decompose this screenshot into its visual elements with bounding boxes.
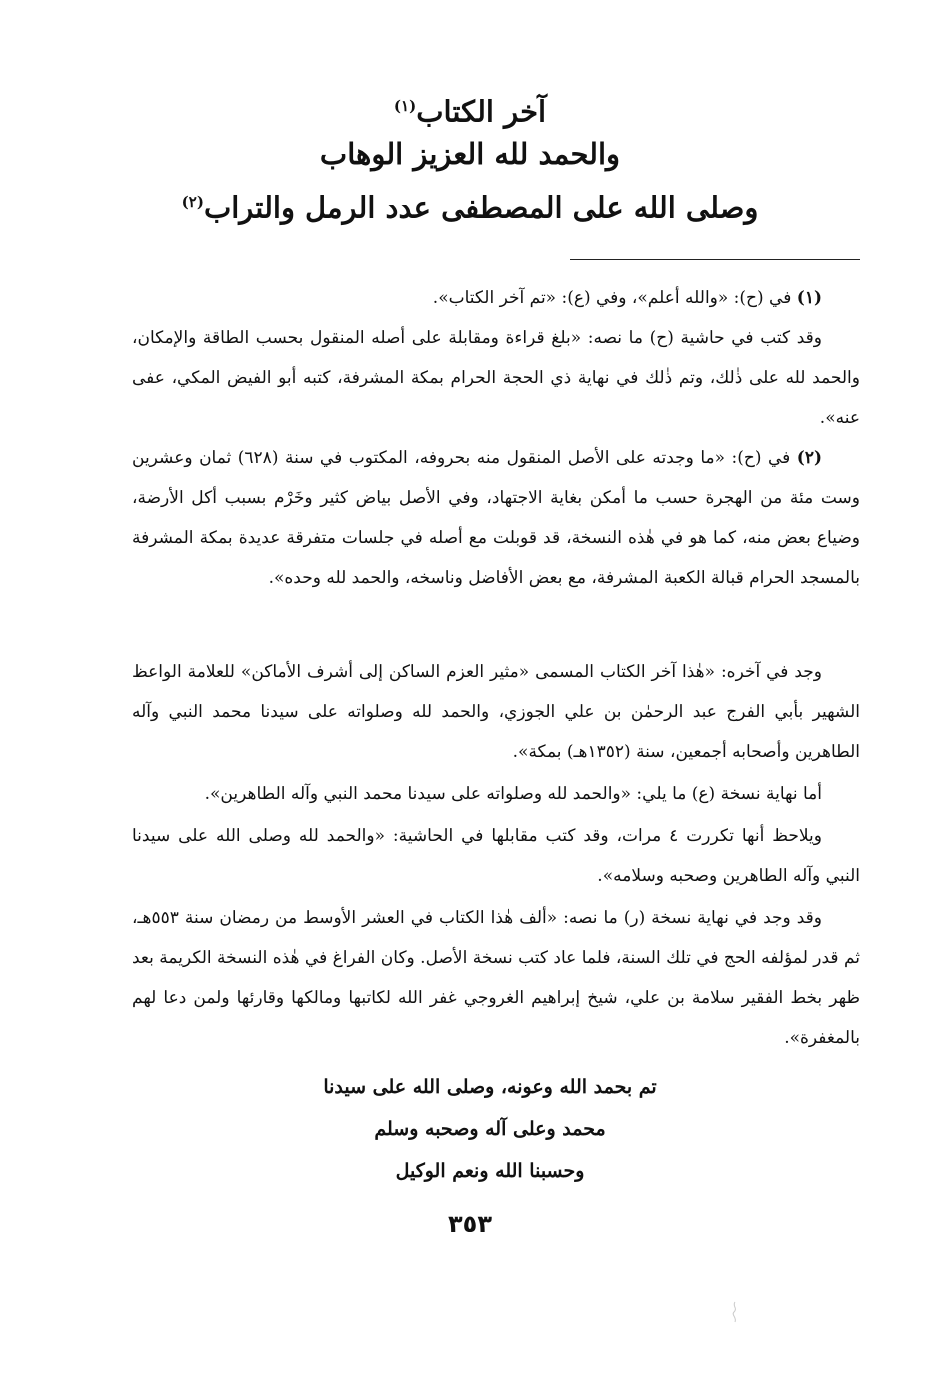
footnote-paragraph-end-of-copy: وجد في آخره: «هٰذا آخر الكتاب المسمى «مثير العزم الساكن إلى أشرف الأماكن» للعلامة الواعظ الشهير بأبي الفرج عبد الرحمٰن بن علي الجوزي، والحمد لله وصلواته على سيدنا محمد النبي وآله الطاهرين وأصحابه أجمعين، سنة (١٣٥٢هـ) بمكة».	[132, 662, 860, 762]
end-of-book-heading	[120, 86, 820, 132]
scan-smudge-icon	[727, 1300, 743, 1324]
footnote-ref-2[interactable]: (٢)	[181, 193, 204, 211]
heading-line-3: وصلى الله على المصطفى عدد الرمل والتراب	[203, 190, 759, 225]
closing-line-3: وحسبنا الله ونعم الوكيل	[395, 1160, 585, 1182]
page-number: ٣٥٣	[448, 1210, 492, 1238]
footnote-paragraph-copy-ein: أما نهاية نسخة (ع) ما يلي: «والحمد لله وصلواته على سيدنا محمد النبي وآله الطاهرين».	[204, 784, 822, 804]
footnote-2	[132, 438, 860, 598]
footnote-1	[132, 278, 860, 318]
footnote-paragraph-copy-ra: وقد وجد في نهاية نسخة (ر) ما نصه: «ألف هٰذا الكتاب في العشر الأوسط من رمضان سنة ٥٥٣هـ، ثم قدر لمؤلفه الحج في تلك السنة، فلما عاد كتب نسخة الأصل. وكان الفراغ في هٰذه النسخة الكريمة بعد ظهر بخط الفقير سلامة بن علي، شيخ إبراهيم الغروجي غفر الله لكاتبها ومالكها وقارئها ولمن دعا لهم بالمغفرة».	[132, 908, 860, 1048]
footnote-ref-1[interactable]: (١)	[393, 97, 417, 115]
footnote-1-continuation: وقد كتب في حاشية (ح) ما نصه: «بلغ قراءة ومقابلة على أصله المنقول بحسب الطاقة والإمكان، والحمد لله على ذٰلك، وتم ذٰلك في نهاية ذي الحجة الحرام بمكة المشرفة، كتبه أبو الفيض المكي، عفى عنه».	[132, 328, 860, 428]
footnote-separator	[570, 259, 860, 260]
footnote-1-number: (١)	[796, 288, 822, 308]
closing-line-2: محمد وعلى آله وصحبه وسلم	[374, 1118, 606, 1140]
praise-line: والحمد لله العزيز الوهاب	[319, 137, 621, 171]
footnote-1-text: في (ح): «والله أعلم»، وفي (ع): «تم آخر الكتاب».	[432, 288, 792, 308]
blessing-line	[120, 182, 820, 228]
closing-line-1: تم بحمد الله وعونه، وصلى الله على سيدنا	[323, 1076, 657, 1098]
footnote-paragraph-repetition: ويلاحظ أنها تكررت ٤ مرات، وقد كتب مقابلها في الحاشية: «والحمد لله وصلى الله على سيدنا النبي وآله الطاهرين وصحبه وسلامه».	[132, 826, 860, 886]
footnote-2-text: في (ح): «ما وجدته على الأصل المنقول منه بحروفه، المكتوب في سنة (٦٢٨) ثمان وعشرين وست مئة من الهجرة حسب ما أمكن بغاية الاجتهاد، وفي الأصل بياض كثير وخَرْم بسبب أكل الأرضة، وضياع بعض منه، كما هو في هٰذه النسخة، قد قوبلت مع أصله في جلسات متفرقة عديدة بمكة المشرفة بالمسجد الحرام قبالة الكعبة المشرفة، مع بعض الأفاضل وناسخه، والحمد لله وحده».	[132, 448, 860, 588]
heading-line-1: آخر الكتاب	[416, 94, 547, 129]
footnote-2-number: (٢)	[796, 448, 823, 468]
